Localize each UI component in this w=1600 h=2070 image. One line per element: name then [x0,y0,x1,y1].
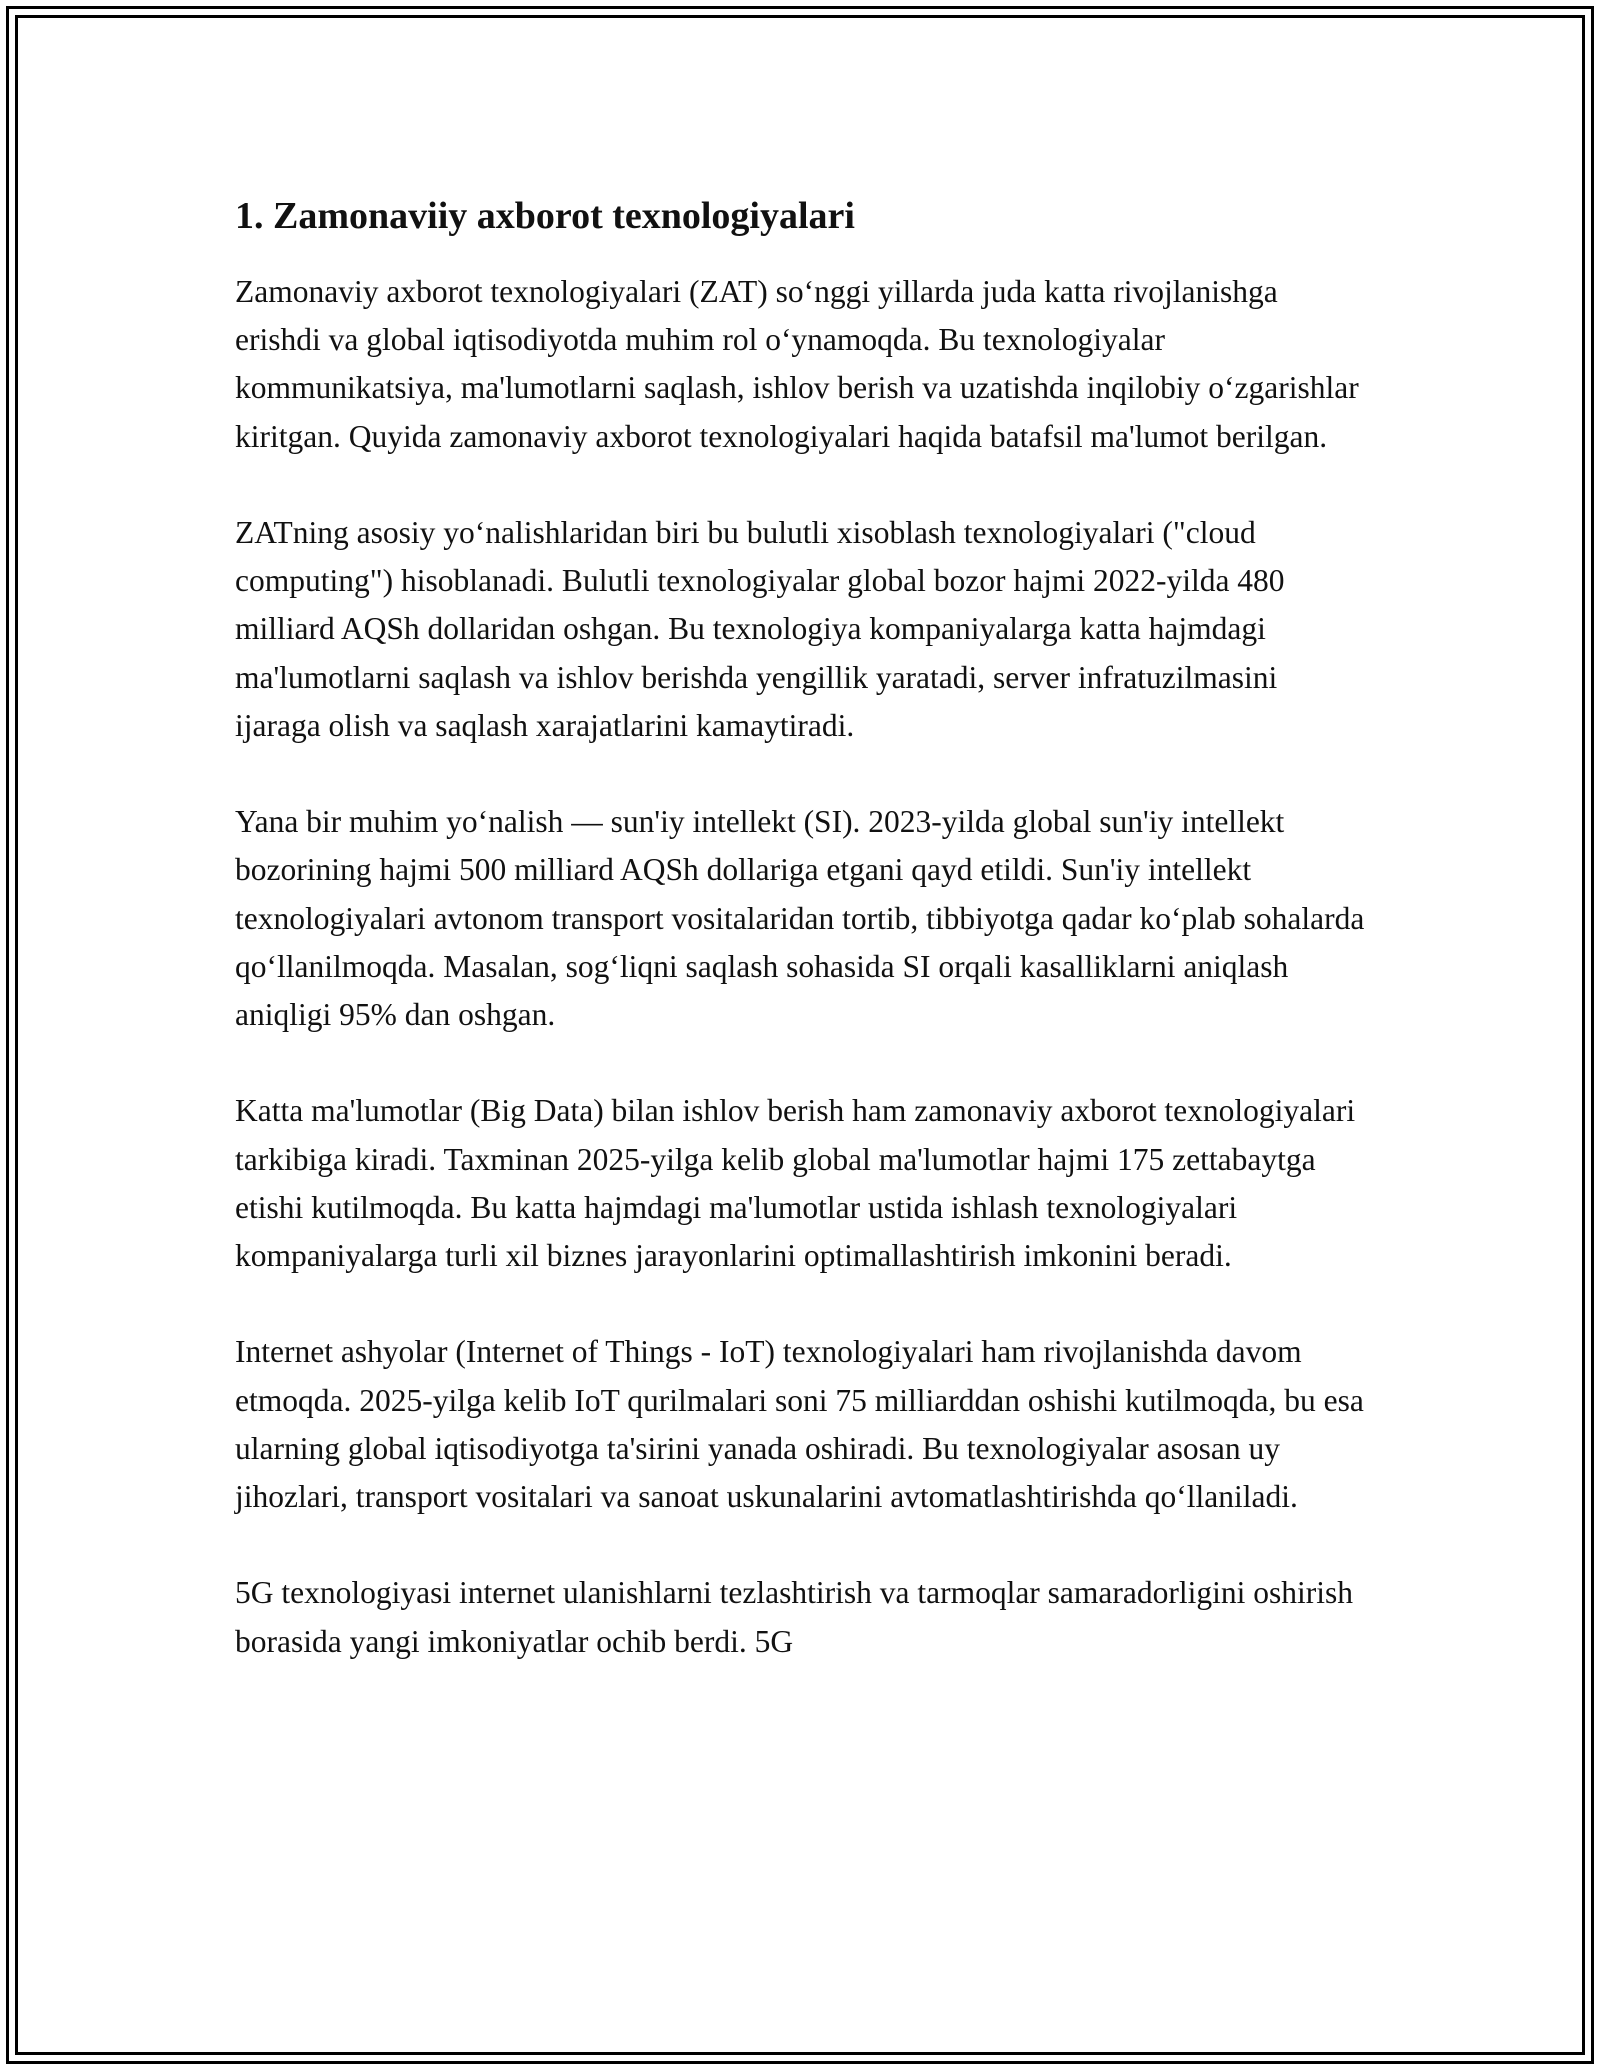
paragraph-intro: Zamonaviy axborot texnologiyalari (ZAT) so‘nggi yillarda juda katta rivojlanishga erishdi va global iqtisodiyotda muhim rol o‘ynamoqda. Bu texnologiyalar kommunikatsiya, ma'lumotlarni saqlash, ishlov berish va uzatishda inqilobiy o‘zgarishlar kiritgan. Quyida zamonaviy axborot texnologiyalari haqida batafsil ma'lumot berilgan. [235,274,1359,454]
paragraph-big-data: Katta ma'lumotlar (Big Data) bilan ishlov berish ham zamonaviy axborot texnologiyalari tarkibiga kiradi. Taxminan 2025-yilga kelib global ma'lumotlar hajmi 175 zettabaytga etishi kutilmoqda. Bu katta hajmdagi ma'lumotlar ustida ishlash texnologiyalari kompaniyalarga turli xil biznes jarayonlarini optimallashtirish imkonini beradi. [235,1093,1356,1274]
paragraph-cloud-computing: ZATning asosiy yo‘nalishlaridan biri bu bulutli xisoblash texnologiyalari ("cloud computing") hisoblanadi. Bulutli texnologiyalar global bozor hajmi 2022-yilda 480 milliard AQSh dollaridan oshgan. Bu texnologiya kompaniyalarga katta hajmdagi ma'lumotlarni saqlash va ishlov berishda yengillik yaratadi, server infratuzilmasini ijaraga olish va saqlash xarajatlarini kamaytiradi. [235,515,1285,743]
paragraph-artificial-intelligence: Yana bir muhim yo‘nalish — sun'iy intellekt (SI). 2023-yilda global sun'iy intellekt bozorining hajmi 500 milliard AQSh dollariga etgani qayd etildi. Sun'iy intellekt texnologiyalari avtonom transport vositalaridan tortib, tibbiyotga qadar ko‘plab sohalarda qo‘llanilmoqda. Masalan, sog‘liqni saqlash sohasida SI orqali kasalliklarni aniqlash aniqligi 95% dan oshgan. [235,804,1365,1033]
section-heading: 1. Zamonaviiy axborot texnologiyalari [235,195,855,237]
document-body [235,180,1365,1714]
paragraph-5g: 5G texnologiyasi internet ulanishlarni tezlashtirish va tarmoqlar samaradorligini oshirish borasida yangi imkoniyatlar ochib berdi. 5G [235,1575,1353,1659]
paragraph-iot: Internet ashyolar (Internet of Things - IoT) texnologiyalari ham rivojlanishda davom etmoqda. 2025-yilga kelib IoT qurilmalari soni 75 milliarddan oshishi kutilmoqda, bu esa ularning global iqtisodiyotga ta'sirini yanada oshiradi. Bu texnologiyalar asosan uy jihozlari, transport vositalari va sanoat uskunalarini avtomatlashtirishda qo‘llaniladi. [235,1334,1364,1515]
